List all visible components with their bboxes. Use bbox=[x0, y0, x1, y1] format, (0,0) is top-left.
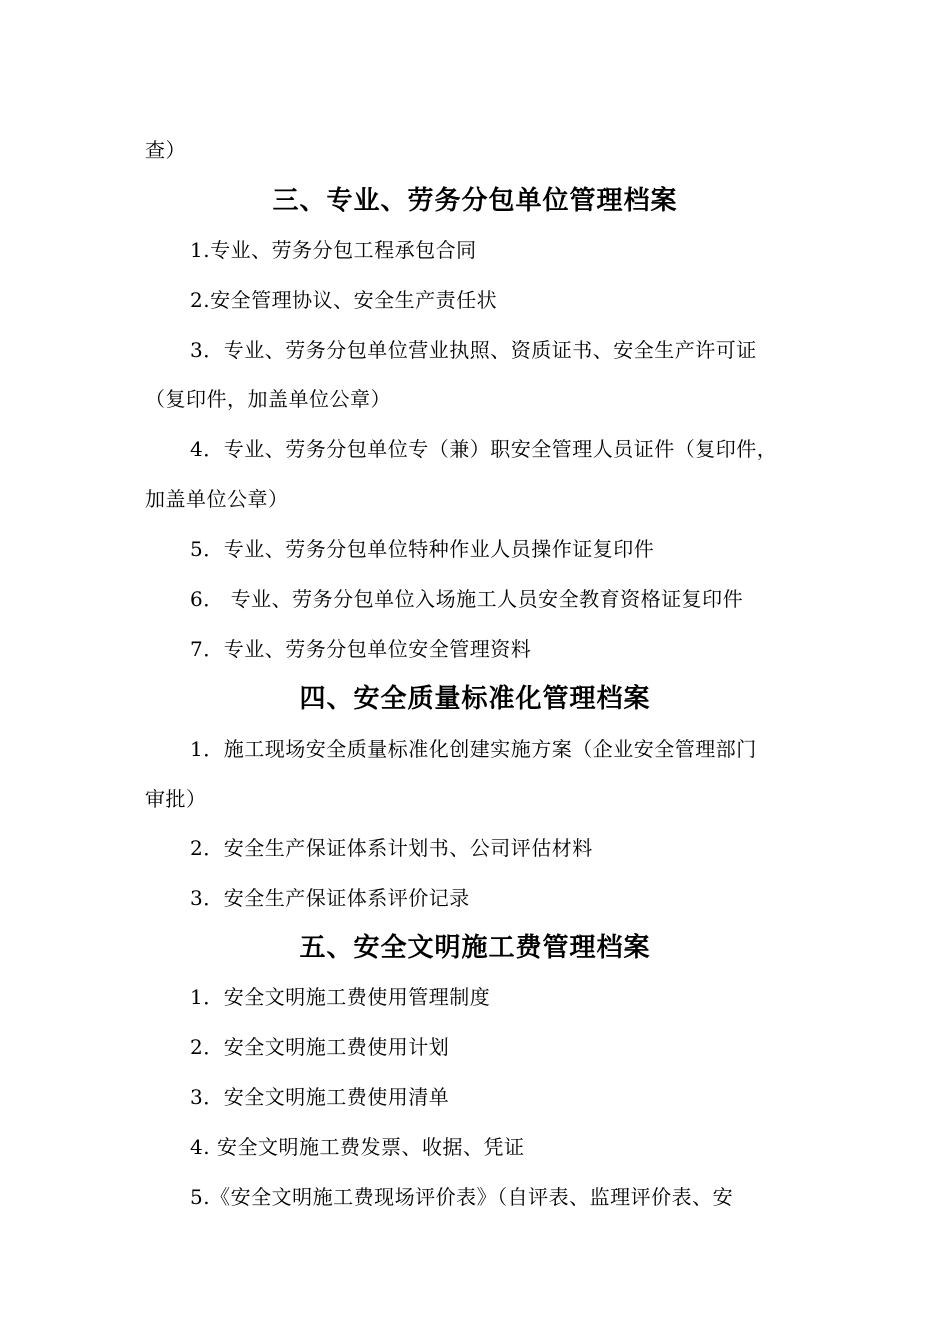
section-3-item-5: 5．专业、劳务分包单位特种作业人员操作证复印件 bbox=[190, 537, 655, 561]
section-5-item-5: 5.《安全文明施工费现场评价表》（自评表、监理评价表、安 bbox=[190, 1185, 734, 1209]
section-5-item-1: 1．安全文明施工费使用管理制度 bbox=[190, 985, 491, 1009]
section-3-item-3: 3．专业、劳务分包单位营业执照、资质证书、安全生产许可证 bbox=[190, 338, 757, 362]
section-3-item-1: 1.专业、劳务分包工程承包合同 bbox=[190, 238, 477, 262]
section-3-item-3-cont: （复印件，加盖单位公章） bbox=[145, 387, 391, 411]
section-3-item-6: 6． 专业、劳务分包单位入场施工人员安全教育资格证复印件 bbox=[190, 587, 744, 611]
section-5-item-4: 4. 安全文明施工费发票、收据、凭证 bbox=[190, 1135, 525, 1159]
section-5-item-3: 3．安全文明施工费使用清单 bbox=[190, 1085, 450, 1109]
section-5-heading: 五、安全文明施工费管理档案 bbox=[299, 933, 651, 963]
section-3-item-2: 2.安全管理协议、安全生产责任状 bbox=[190, 288, 498, 312]
section-4-item-3: 3．安全生产保证体系评价记录 bbox=[190, 886, 470, 910]
continuation-text: 查） bbox=[145, 138, 186, 162]
section-3-heading: 三、专业、劳务分包单位管理档案 bbox=[272, 186, 678, 216]
section-5-item-2: 2．安全文明施工费使用计划 bbox=[190, 1035, 450, 1059]
section-4-heading: 四、安全质量标准化管理档案 bbox=[299, 684, 651, 714]
section-4-item-1-cont: 审批） bbox=[145, 787, 207, 811]
section-3-item-4: 4．专业、劳务分包单位专（兼）职安全管理人员证件（复印件， bbox=[190, 437, 778, 461]
section-4-item-1: 1．施工现场安全质量标准化创建实施方案（企业安全管理部门 bbox=[190, 737, 757, 761]
section-3-item-7: 7．专业、劳务分包单位安全管理资料 bbox=[190, 637, 532, 661]
section-3-item-4-cont: 加盖单位公章） bbox=[145, 487, 289, 511]
section-4-item-2: 2．安全生产保证体系计划书、公司评估材料 bbox=[190, 836, 593, 860]
